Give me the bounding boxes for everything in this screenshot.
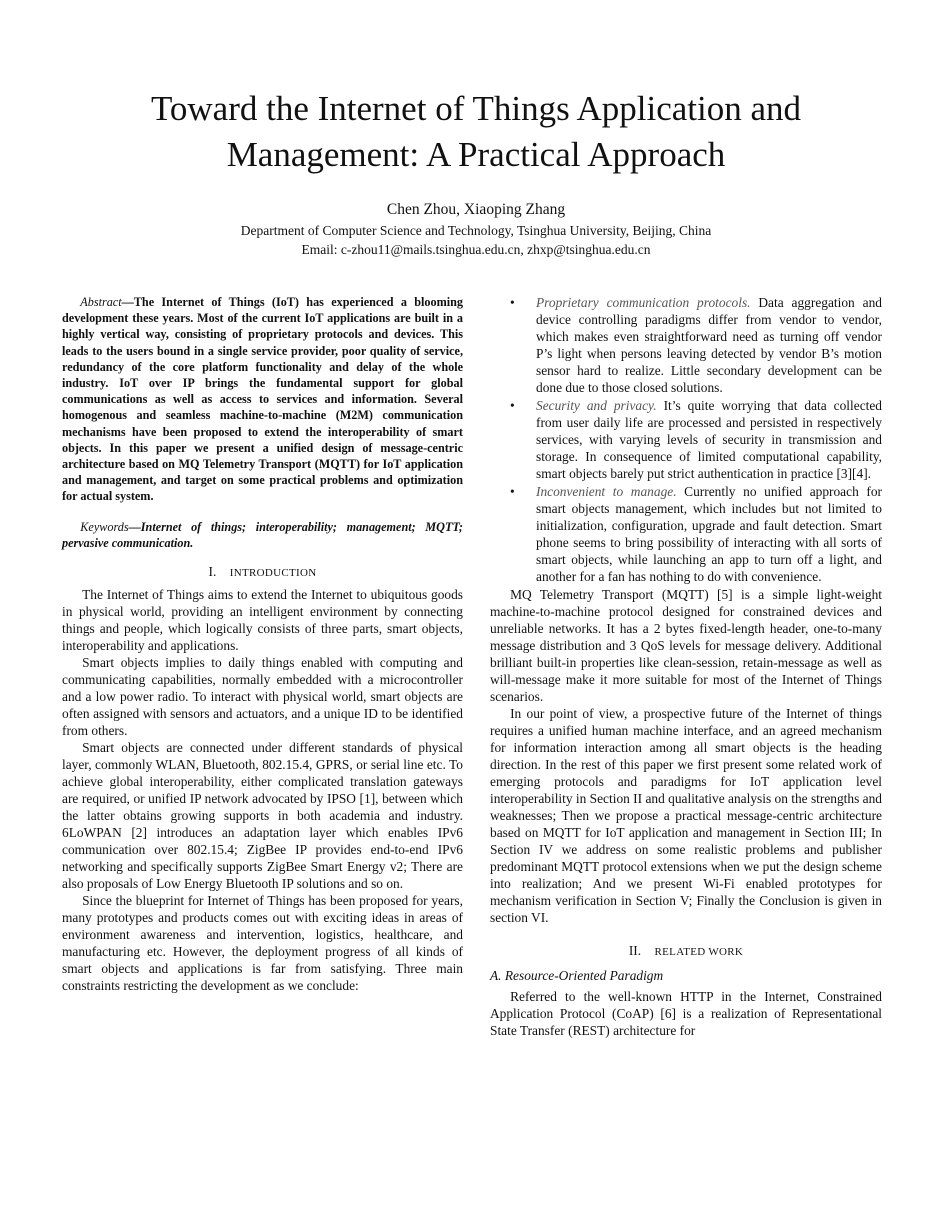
subsection-heading: A. Resource-Oriented Paradigm: [490, 968, 664, 983]
abstract: [62, 294, 463, 505]
section-title: INTRODUCTION: [229, 567, 317, 580]
authors: Chen Zhou, Xiaoping Zhang: [386, 201, 566, 218]
title-line: Management: A Practical Approach: [226, 135, 726, 174]
abstract-text: —The Internet of Things (IoT) has experienced a blooming development these years. Most of the current IoT applications are built in a highly vertical way, consisting of proprietary protocols and devices. This leads to the users bound in a single service provider, poor quality of service, redundancy of the core platform functionality and delay of the whole industry. IoT over IP brings the fundamental support for global communications as well as access to services and information. Several homogenous and seamless machine-to-machine (M2M) communication mechanisms have been proposed to extend the interoperability of smart objects. In this paper we present a unified design of message-centric architecture based on MQ Telemetry Transport (MQTT) for IoT application and management, and target on some practical problems and optimization for actual system.: [62, 295, 463, 504]
paragraph: MQ Telemetry Transport (MQTT) [5] is a simple light-weight machine-to-machine protocol designed for constrained devices and unreliable networks. It has a 2 bytes fixed-length header, one-to-many message distribution and 3 QoS levels for message delivery. Additional brilliant built-in properties like clean-session, retain-message as well as will-message make it more suitable for most of the Internet of Things scenarios.: [490, 587, 882, 704]
bullet-term: Security and privacy.: [536, 398, 657, 413]
list-item: [490, 294, 882, 396]
list-item: [490, 483, 882, 585]
bullet-text: It’s quite worrying that data collected from user daily life are processed and persisted in respectively services, with varying levels of security in transmission and storage. In consequence of limited computational capability, smart objects barely put strict authentication in practice [3][4].: [536, 398, 882, 481]
paragraph: Smart objects implies to daily things enabled with computing and communicating capabilities, normally embedded with a microcontroller and a low power radio. To interact with physical world, smart objects are often assigned with sensors and actuators, and a unique ID to be identified from others.: [62, 655, 463, 739]
section-number: I.: [208, 564, 217, 580]
section-heading: [62, 563, 463, 582]
right-column: [490, 294, 882, 1039]
bullet-term: Inconvenient to manage.: [536, 484, 677, 499]
bullet-icon: •: [510, 484, 515, 499]
list-item: [490, 397, 882, 482]
paragraph: Referred to the well-known HTTP in the Internet, Constrained Application Protocol (CoAP) [6] is a realization of Representational State Transfer (REST) architecture for: [490, 989, 882, 1038]
paragraph: The Internet of Things aims to extend the Internet to ubiquitous goods in physical world, providing an intelligent environment by connecting things and people, which logically consists of three parts, smart objects, interoperability and applications.: [62, 587, 463, 654]
bullet-term: Proprietary communication protocols.: [536, 295, 751, 310]
constraints-list: [490, 294, 882, 585]
paragraph: Smart objects are connected under different standards of physical layer, commonly WLAN, Bluetooth, 802.15.4, GPRS, or serial line etc. To achieve global interoperability, either complicated translation gateways are required, or unified IP network advocated by IPSO [1], between which the latter obtains growing supports in both academia and industry. 6LoWPAN [2] introduces an adaptation layer which enables IPv6 communication over 802.15.4; ZigBee IP provides end-to-end IPv6 networking and specifically supports ZigBee Smart Energy v2; There are also proposals of Low Energy Bluetooth IP solutions and so on.: [62, 740, 463, 892]
bullet-text: Data aggregation and device controlling paradigms differ from vendor to vendor, which makes even straightforward need as turning off vendor P’s light when persons leaving detected by vendor B’s motion sensor hard to realize. Little secondary development can be done due to those closed solutions.: [536, 295, 882, 395]
email: Email: c-zhou11@mails.tsinghua.edu.cn, zhxp@tsinghua.edu.cn: [301, 242, 651, 257]
keywords: [62, 519, 463, 551]
bullet-text: Currently no unified approach for smart objects management, which includes but not limited to initialization, configuration, upgrade and fault detection. Smart phone seems to bring possibility of interacting with all sorts of smart objects, while launching an app to turn off a light, and another for a fan has nothing to do with convenience.: [536, 484, 882, 584]
abstract-label: Abstract: [80, 295, 122, 309]
section-number: II.: [628, 943, 642, 958]
paper-title: [0, 86, 952, 178]
bullet-icon: •: [510, 398, 515, 413]
left-column: [62, 294, 463, 994]
section-title: RELATED WORK: [654, 946, 744, 958]
title-line: Toward the Internet of Things Application and: [150, 89, 802, 128]
affiliation-block: [0, 221, 952, 259]
keywords-label: Keywords: [80, 519, 129, 534]
section-heading: [490, 942, 882, 961]
affiliation: Department of Computer Science and Technology, Tsinghua University, Beijing, China: [240, 223, 712, 238]
keywords-text: —Internet of things; interoperability; management; MQTT; pervasive communication.: [62, 519, 463, 550]
paragraph: Since the blueprint for Internet of Things has been proposed for years, many prototypes and products comes out with exciting ideas in areas of environment awareness and intervention, logistics, healthcare, and manufacturing etc. However, the deployment progress of all kinds of smart objects and applications is far from satisfying. Three main constraints restricting the development as we conclude:: [62, 893, 463, 994]
bullet-icon: •: [510, 295, 515, 310]
paragraph: In our point of view, a prospective future of the Internet of things requires a unified human machine interface, and an agreed mechanism for information interaction among all smart objects is the heading direction. In the rest of this paper we first present some related work of emerging protocols and paradigms for IoT application level interoperability in Section II and qualitative analysis on the strengths and weaknesses; Then we propose a practical message-centric architecture based on MQTT for IoT application and management in Section III; In Section IV we address on some realistic problems and publisher predominant MQTT protocol extensions when we put the design scheme into realization; And we present Wi-Fi enabled prototypes for mechanism verification in Section V; Finally the Conclusion is given in section VI.: [490, 706, 882, 925]
